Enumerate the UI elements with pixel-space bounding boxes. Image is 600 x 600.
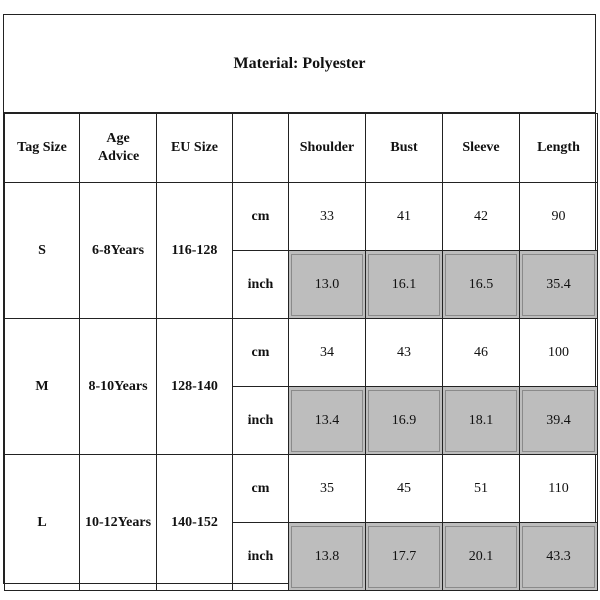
sleeve-inch-cell — [443, 523, 520, 591]
header-age-advice-label: Age Advice — [98, 131, 140, 164]
unit-cell: inch — [233, 251, 289, 319]
shoulder-inch-cell — [289, 523, 366, 591]
length-inch-cell — [520, 387, 598, 455]
size-table — [4, 113, 598, 591]
bust-inch-value: 16.1 — [368, 254, 440, 316]
length-inch-cell — [520, 523, 598, 591]
age-advice-cell: 6-8Years — [80, 183, 157, 319]
header-tag-size: Tag Size — [5, 114, 80, 183]
table-row-l-cm — [5, 455, 598, 523]
length-cell: 100 — [520, 319, 598, 387]
tag-size-cell: M — [5, 319, 80, 455]
header-shoulder: Shoulder — [289, 114, 366, 183]
eu-size-cell: 128-140 — [157, 319, 233, 455]
sleeve-inch-value: 16.5 — [445, 254, 517, 316]
unit-cell: cm — [233, 455, 289, 523]
shoulder-cell: 34 — [289, 319, 366, 387]
table-row-m-cm — [5, 319, 598, 387]
bust-cell: 45 — [366, 455, 443, 523]
bust-cell: 41 — [366, 183, 443, 251]
length-inch-value: 43.3 — [522, 526, 595, 588]
header-row — [5, 114, 598, 183]
table-row-s-cm — [5, 183, 598, 251]
length-cell: 110 — [520, 455, 598, 523]
header-age-advice — [80, 114, 157, 183]
unit-cell: cm — [233, 319, 289, 387]
sleeve-inch-cell — [443, 387, 520, 455]
header-length: Length — [520, 114, 598, 183]
bust-inch-cell — [366, 523, 443, 591]
length-inch-cell — [520, 251, 598, 319]
tag-size-cell: S — [5, 183, 80, 319]
title-row — [4, 15, 595, 113]
shoulder-inch-value: 13.8 — [291, 526, 363, 588]
tag-size-cell: L — [5, 455, 80, 591]
shoulder-cell: 35 — [289, 455, 366, 523]
bust-cell: 43 — [366, 319, 443, 387]
shoulder-inch-value: 13.4 — [291, 390, 363, 452]
sleeve-inch-value: 20.1 — [445, 526, 517, 588]
unit-cell: cm — [233, 183, 289, 251]
size-chart — [3, 14, 596, 584]
shoulder-inch-value: 13.0 — [291, 254, 363, 316]
bust-inch-value: 16.9 — [368, 390, 440, 452]
sleeve-inch-value: 18.1 — [445, 390, 517, 452]
header-unit — [233, 114, 289, 183]
sleeve-cell: 51 — [443, 455, 520, 523]
header-eu-size: EU Size — [157, 114, 233, 183]
shoulder-inch-cell — [289, 251, 366, 319]
unit-cell: inch — [233, 387, 289, 455]
bust-inch-cell — [366, 387, 443, 455]
sleeve-cell: 42 — [443, 183, 520, 251]
shoulder-inch-cell — [289, 387, 366, 455]
header-bust: Bust — [366, 114, 443, 183]
sleeve-cell: 46 — [443, 319, 520, 387]
age-advice-cell: 8-10Years — [80, 319, 157, 455]
header-sleeve: Sleeve — [443, 114, 520, 183]
sleeve-inch-cell — [443, 251, 520, 319]
bust-inch-value: 17.7 — [368, 526, 440, 588]
bust-inch-cell — [366, 251, 443, 319]
shoulder-cell: 33 — [289, 183, 366, 251]
unit-cell: inch — [233, 523, 289, 591]
length-cell: 90 — [520, 183, 598, 251]
material-title: Material: Polyester — [233, 54, 366, 72]
age-advice-cell: 10-12Years — [80, 455, 157, 591]
length-inch-value: 35.4 — [522, 254, 595, 316]
length-inch-value: 39.4 — [522, 390, 595, 452]
eu-size-cell: 140-152 — [157, 455, 233, 591]
eu-size-cell: 116-128 — [157, 183, 233, 319]
